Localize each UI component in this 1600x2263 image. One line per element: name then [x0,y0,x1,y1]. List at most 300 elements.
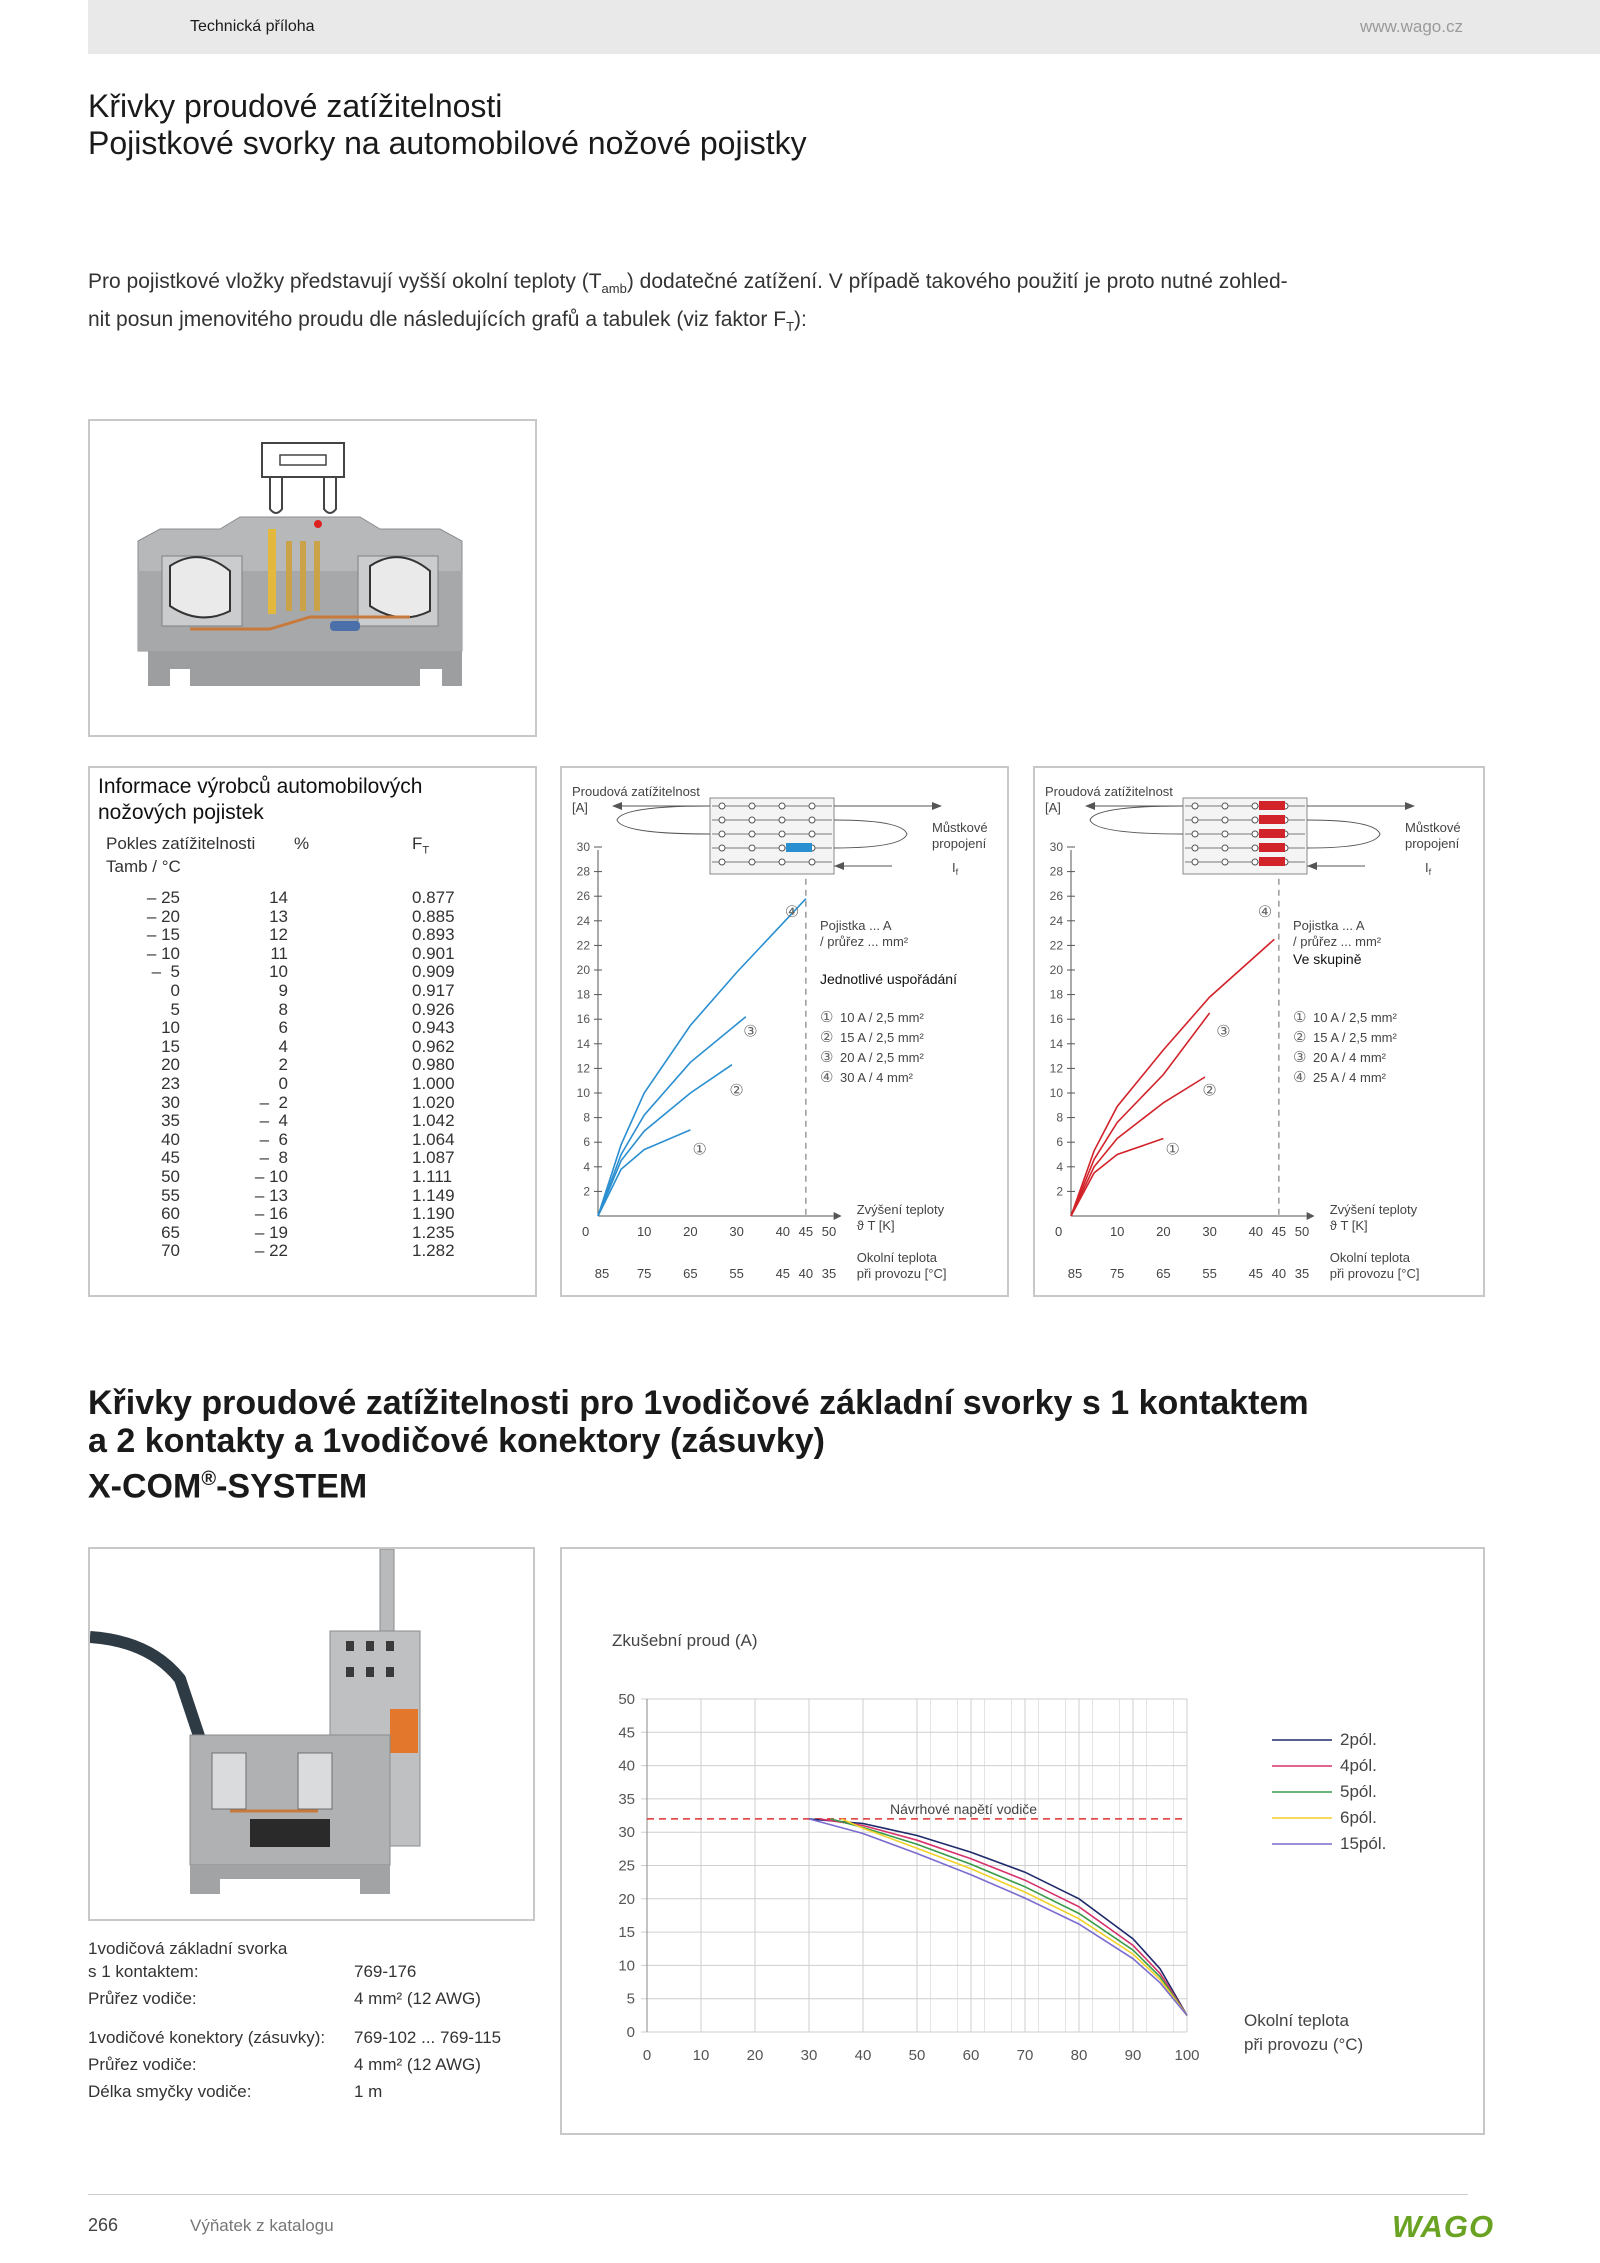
arrow-head-left [612,802,622,810]
chart-subtitle: Ve skupině [1293,951,1362,967]
x-tick-label: 0 [582,1224,590,1239]
info-row [88,2028,528,2048]
table-cell-percent: 9 [278,981,288,1000]
x-tick-label: 10 [636,1224,652,1239]
x-axis-label: Zvýšení teploty [1329,1202,1418,1217]
xcom-current-chart [562,1549,1483,2133]
info-row [88,2082,528,2102]
x-tick-label: 20 [1156,1224,1171,1239]
wago-logo [1392,2208,1502,2247]
chart-single-arrangement [562,768,1007,1295]
bridge-node [1252,845,1258,851]
x-tick-label: 30 [729,1224,744,1239]
section2-title [88,1384,1528,1505]
table-cell-factor: 0.877 [412,888,455,907]
bridge-node [779,817,785,823]
table-cell-percent: 13 [269,906,288,926]
legend-marker: ② [1293,1029,1307,1046]
table-cell-percent: – 19 [254,1222,288,1242]
bridge-node [779,831,785,837]
xcom-chart-frame [560,1547,1485,2135]
x2-tick-label: 45 [1248,1266,1264,1281]
series-curve-3 [598,1017,746,1216]
info-value: 1 m [354,2082,383,2101]
bridge-node [1252,859,1258,865]
x-tick-label: 45 [1271,1224,1287,1239]
bridge-node [779,803,785,809]
table-cell-temp: 70 [161,1241,180,1261]
fuse-mark [1259,801,1285,810]
table-col1-header-line2: Tamb / °C [106,857,181,876]
info-value: 769-176 [354,1962,417,1981]
current-label-text: I [952,860,956,875]
table-cell-factor: 0.885 [412,906,455,926]
table-cell-temp: 35 [161,1111,180,1131]
footer-text: Výňatek z katalogu [190,2216,334,2235]
table-cell-factor: 1.282 [412,1241,455,1261]
section1-title [88,88,807,162]
y-tick-label: 20 [576,963,590,977]
arrow-head-left [1085,802,1095,810]
x2-axis-label: Okolní teplota [856,1250,937,1265]
table-cell-percent: – 16 [254,1204,288,1224]
legend-item: 20 A / 4 mm² [1313,1050,1386,1065]
y-axis-label: Zkušební proud (A) [612,1631,758,1650]
table-cell-factor: 0.980 [412,1055,455,1075]
y-tick-label: 6 [1056,1135,1063,1150]
wago-logo-text: WAGO [1392,2209,1495,2242]
x2-tick-label: 35 [1294,1266,1310,1281]
x-tick-label: 20 [683,1224,698,1239]
bridge-node [809,831,815,837]
info-value: 769-102 ... 769-115 [354,2028,502,2047]
table-cell-factor: 1.020 [412,1092,455,1112]
y-tick-label: 18 [576,987,590,1002]
legend-item: 15 A / 2,5 mm² [840,1030,924,1045]
bridge-node [749,831,755,837]
info-row [88,1962,528,1982]
y-tick-label: 2 [1056,1184,1063,1199]
info-value: 4 mm² (12 AWG) [354,1989,481,2008]
section1-title-line1: Křivky proudové zatížitelnosti [88,88,503,124]
table-cell-temp: 55 [161,1185,180,1205]
x-tick-label: 40 [1248,1224,1264,1239]
y-tick-label: 22 [1049,938,1063,953]
y-tick-label: 20 [618,1890,635,1908]
intro-text-2: ) dodatečné zatížení. V případě takového použití je proto nutné zohled- [626,270,1288,293]
table-cell-temp: 23 [161,1074,180,1093]
table-cell-temp: – 20 [146,906,180,926]
bridge-node [809,859,815,865]
y-tick-label: 30 [576,840,590,854]
x-tick-label: 50 [821,1224,837,1239]
series-line-15pl [809,1819,1187,2016]
y-axis-unit: [A] [572,800,588,815]
bridge-node [749,845,755,851]
legend-label: 6pól. [1340,1808,1377,1827]
bridge-node [1192,803,1198,809]
table-cell-factor: 0.943 [412,1018,455,1038]
xcom-terminal-illustration [90,1549,533,1919]
bridge-node [809,817,815,823]
table-cell-percent: 8 [278,999,288,1019]
legend-head-2: / průřez ... mm² [820,934,909,949]
fuse-mark [1259,843,1285,852]
table-cell-factor: 1.190 [412,1204,455,1224]
x-tick-label: 20 [746,2047,764,2064]
fuse-mark [1259,857,1285,866]
section2-title-line2: a 2 kontakty a 1vodičové konektory (zásuvky) [88,1422,825,1460]
table-cell-percent: – 22 [254,1241,288,1261]
table-cell-percent: – 4 [259,1111,288,1131]
legend-head: Pojistka ... A [1293,918,1365,933]
x-tick-label: 70 [1016,2047,1034,2064]
header-url[interactable]: www.wago.cz [1360,17,1463,36]
x-tick-label: 50 [1294,1224,1310,1239]
y-tick-label: 24 [1049,913,1063,928]
y-tick-label: 5 [626,1990,635,2008]
loop-right [834,820,907,848]
bridge-node [1222,817,1228,823]
series-line-6pl [841,1819,1187,2016]
x-tick-label: 60 [962,2047,980,2064]
curve-marker: ③ [1216,1023,1231,1041]
table-cell-factor: 0.893 [412,925,455,945]
table-cell-temp: 60 [161,1204,180,1224]
legend-marker: ④ [820,1069,834,1086]
table-cell-temp: 30 [161,1092,180,1112]
fuse-derating-table-frame [88,766,537,1297]
y-tick-label: 12 [1049,1061,1063,1076]
x-tick-label: 45 [798,1224,814,1239]
table-col1-header-line1: Pokles zatížitelnosti [106,834,256,853]
bridge-node [1192,831,1198,837]
table-cell-percent: 11 [270,943,288,963]
x-axis-arrow [834,1212,842,1220]
table-col1-header [106,832,255,878]
arrow-head-right [1405,802,1415,810]
y-tick-label: 2 [583,1184,590,1199]
bridge-node [1192,817,1198,823]
series-curve-4 [598,899,806,1216]
legend-item: 15 A / 2,5 mm² [1313,1030,1397,1045]
x2-axis-unit: při provozu [°C] [856,1266,947,1281]
y-tick-label: 14 [576,1036,590,1051]
x-axis-unit: ϑ T [K] [1329,1218,1368,1233]
current-arrow-head [834,862,844,870]
legend-item: 25 A / 4 mm² [1313,1070,1386,1085]
y-tick-label: 8 [1056,1110,1063,1125]
bridge-node [719,817,725,823]
footer-divider [88,2194,1468,2195]
table-cell-temp: 45 [161,1148,180,1168]
legend-head: Pojistka ... A [820,918,892,933]
x-axis-unit: ϑ T [K] [856,1218,895,1233]
table-cell-temp: 50 [161,1167,180,1186]
legend-marker: ① [820,1009,834,1026]
bridge-node [809,803,815,809]
table-cell-temp: 15 [161,1036,180,1056]
bridge-node [749,817,755,823]
info-label: 1vodičové konektory (zásuvky): [88,2028,326,2047]
bridge-node [1222,845,1228,851]
info-label: Délka smyčky vodiče: [88,2082,252,2101]
y-tick-label: 50 [618,1691,635,1708]
loop-left [617,806,710,834]
table-title-line1: Informace výrobců automobilových [98,775,423,798]
table-cell-percent: 2 [278,1055,288,1075]
curve-marker: ① [692,1141,707,1159]
bridge-label-2: propojení [1405,836,1460,851]
table-cell-temp: 65 [161,1222,180,1242]
table-cell-percent: 10 [269,962,288,982]
table-cell-factor: 1.000 [412,1074,455,1093]
x-axis-label: Okolní teplota [1244,2011,1349,2030]
x-tick-label: 80 [1070,2047,1088,2064]
current-label-sub: f [1428,867,1432,877]
intro-paragraph [88,266,1488,342]
table-col3-header-sub: T [422,844,430,857]
x2-tick-label: 65 [1156,1266,1171,1281]
bridge-node [719,831,725,837]
legend-marker: ② [820,1029,834,1046]
y-tick-label: 26 [576,889,590,904]
fuse-mark [786,843,812,852]
table-cell-factor: 0.909 [412,962,455,982]
y-tick-label: 30 [1049,840,1063,854]
bridge-node [719,859,725,865]
table-cell-temp: – 10 [146,943,180,963]
table-col3-header-text: F [412,834,423,853]
bridge-node [779,859,785,865]
bridge-node [1252,817,1258,823]
bridge-node [1252,831,1258,837]
y-tick-label: 10 [1049,1086,1063,1100]
curve-marker: ② [1202,1082,1217,1100]
design-current-label: Návrhové napětí vodiče [890,1800,1038,1817]
legend-marker: ④ [1293,1069,1307,1086]
x-tick-label: 30 [1202,1224,1217,1239]
info-row [88,1989,528,2009]
bridge-node [749,803,755,809]
current-arrow-head [1307,862,1317,870]
y-tick-label: 4 [583,1159,590,1174]
x-tick-label: 0 [642,2047,652,2064]
x-tick-label: 10 [1109,1224,1125,1239]
bridge-node [1222,803,1228,809]
table-cell-percent: – 10 [254,1167,288,1186]
fuse-mark [1259,829,1285,838]
x2-tick-label: 75 [636,1266,652,1281]
y-tick-label: 22 [576,938,590,953]
y-tick-label: 18 [1049,987,1063,1002]
intro-text-3: nit posun jmenovitého proudu dle následujících grafů a tabulek (viz faktor F [88,308,787,332]
bridge-label-2: propojení [932,836,987,851]
y-tick-label: 12 [576,1061,590,1076]
y-tick-label: 10 [618,1957,635,1975]
chart-subtitle: Jednotlivé uspořádání [820,971,957,987]
xcom-terminal-image-frame [88,1547,535,1921]
table-cell-factor: 0.962 [412,1036,455,1056]
y-tick-label: 15 [618,1924,635,1942]
x2-tick-label: 40 [798,1266,814,1281]
table-cell-percent: – 8 [259,1148,288,1168]
x2-axis-label: Okolní teplota [1329,1250,1410,1265]
legend-marker: ① [1293,1009,1307,1026]
x-tick-label: 90 [1124,2047,1142,2064]
table-cell-factor: 0.917 [412,981,455,1000]
section2-title-xcom: X-COM [88,1467,202,1506]
table-title-line2: nožových pojistek [98,801,264,824]
table-cell-percent: 12 [269,925,288,945]
y-tick-label: 14 [1049,1036,1063,1051]
bridge-diagram [612,798,942,874]
y-tick-label: 8 [583,1110,590,1125]
bridge-node [1222,831,1228,837]
table-cell-factor: 1.087 [412,1148,455,1168]
series-curve-4 [1071,939,1274,1216]
legend-item: 30 A / 4 mm² [840,1070,913,1085]
x2-tick-label: 85 [594,1266,610,1281]
x2-tick-label: 75 [1109,1266,1125,1281]
wago-logo-mark [1392,2208,1502,2242]
y-tick-label: 26 [1049,889,1063,904]
intro-sub-amb: amb [601,281,627,297]
x2-tick-label: 45 [775,1266,791,1281]
bridge-node [1252,803,1258,809]
fuse-mark [1259,815,1285,824]
x-tick-label: 100 [1174,2047,1200,2064]
current-label [1425,860,1432,877]
y-tick-label: 30 [618,1824,635,1842]
bridge-label: Můstkové [932,820,988,835]
info-label: Průřez vodiče: [88,1989,197,2008]
table-cell-temp: 40 [161,1129,180,1149]
loop-left [1090,806,1183,834]
x-tick-label: 50 [908,2047,926,2064]
x-tick-label: 10 [692,2047,710,2064]
legend-item: 10 A / 2,5 mm² [840,1010,924,1025]
arrow-head-right [932,802,942,810]
x2-tick-label: 65 [683,1266,698,1281]
table-cell-percent: 6 [278,1018,288,1038]
info-row [88,2055,528,2075]
table-cell-factor: 1.064 [412,1129,455,1149]
bridge-node [719,845,725,851]
table-cell-percent: – 2 [259,1092,288,1112]
table-cell-percent: 0 [278,1074,288,1093]
table-cell-temp: 10 [161,1018,180,1038]
info-title: 1vodičová základní svorka [88,1939,288,1958]
legend-item: 10 A / 2,5 mm² [1313,1010,1397,1025]
legend-marker: ③ [1293,1049,1307,1066]
xcom-info-block [88,1935,287,1962]
table-cell-factor: 0.901 [412,943,455,963]
registered-mark: ® [201,1468,217,1490]
y-tick-label: 4 [1056,1159,1063,1174]
legend-head-2: / průřez ... mm² [1293,934,1382,949]
curve-marker: ④ [1257,904,1273,922]
section2-title-line1: Křivky proudové zatížitelnosti pro 1vodičové základní svorky s 1 kontaktem [88,1384,1309,1422]
header-section-label: Technická příloha [190,18,315,35]
table-cell-temp: – 5 [151,962,180,982]
table-col3-header [412,832,429,862]
y-tick-label: 35 [618,1790,635,1808]
y-tick-label: 16 [1049,1012,1063,1027]
table-cell-percent: – 6 [259,1129,288,1149]
bridge-node [1192,859,1198,865]
series-line-2pl [809,1819,1187,2016]
intro-text-1: Pro pojistkové vložky představují vyšší okolní teploty (T [88,270,602,293]
table-cell-temp: 20 [161,1055,180,1075]
x-axis-unit: při provozu (°C) [1244,2035,1364,2054]
bridge-diagram [1085,798,1415,874]
curve-marker: ① [1165,1141,1180,1159]
y-tick-label: 6 [583,1135,590,1150]
fuse-terminal-illustration [90,421,535,735]
table-cell-temp: 5 [170,999,180,1019]
table-cell-factor: 0.926 [412,999,455,1019]
table-cell-percent: 4 [278,1036,288,1056]
curve-marker: ③ [743,1023,758,1041]
table-cell-temp: – 15 [146,925,180,945]
legend-item: 20 A / 2,5 mm² [840,1050,924,1065]
chart-group-arrangement-frame [1033,766,1485,1297]
info-label: s 1 kontaktem: [88,1962,199,1981]
y-tick-label: 45 [618,1724,635,1742]
bridge-node [719,803,725,809]
y-axis-label: Proudová zatížitelnost [572,784,700,799]
series-line-5pl [831,1819,1187,2016]
legend-marker: ③ [820,1049,834,1066]
y-tick-label: 20 [1049,963,1063,977]
legend-label: 4pól. [1340,1756,1377,1775]
section1-title-line2: Pojistkové svorky na automobilové nožové pojistky [88,125,807,161]
y-tick-label: 25 [618,1857,635,1875]
fuse-terminal-image-frame [88,419,537,737]
table-title [98,774,423,826]
y-tick-label: 40 [618,1757,635,1775]
loop-right [1307,820,1380,848]
info-value: 4 mm² (12 AWG) [354,2055,481,2074]
x2-tick-label: 55 [1202,1266,1217,1281]
y-tick-label: 16 [576,1012,590,1027]
chart-group-arrangement [1035,768,1483,1295]
series-curve-3 [1071,1013,1210,1216]
series-line-4pl [820,1819,1187,2016]
x-tick-label: 40 [775,1224,791,1239]
table-cell-percent: 14 [269,888,288,907]
page-number: 266 [88,2215,119,2235]
x2-tick-label: 35 [821,1266,837,1281]
x-tick-label: 30 [800,2047,818,2064]
table-cell-factor: 1.111 [412,1167,453,1186]
x-tick-label: 40 [854,2047,872,2064]
y-tick-label: 24 [576,913,590,928]
table-cell-factor: 1.149 [412,1185,455,1205]
legend-label: 5pól. [1340,1782,1377,1801]
bridge-node [779,845,785,851]
current-label-sub: f [955,867,959,877]
x2-tick-label: 85 [1067,1266,1083,1281]
y-tick-label: 0 [626,2024,635,2041]
table-col2-header: % [294,834,310,853]
curve-marker: ② [729,1082,744,1100]
section2-title-system: -SYSTEM [216,1467,368,1506]
y-tick-label: 28 [576,864,590,879]
y-axis-unit: [A] [1045,800,1061,815]
bridge-node [1222,859,1228,865]
